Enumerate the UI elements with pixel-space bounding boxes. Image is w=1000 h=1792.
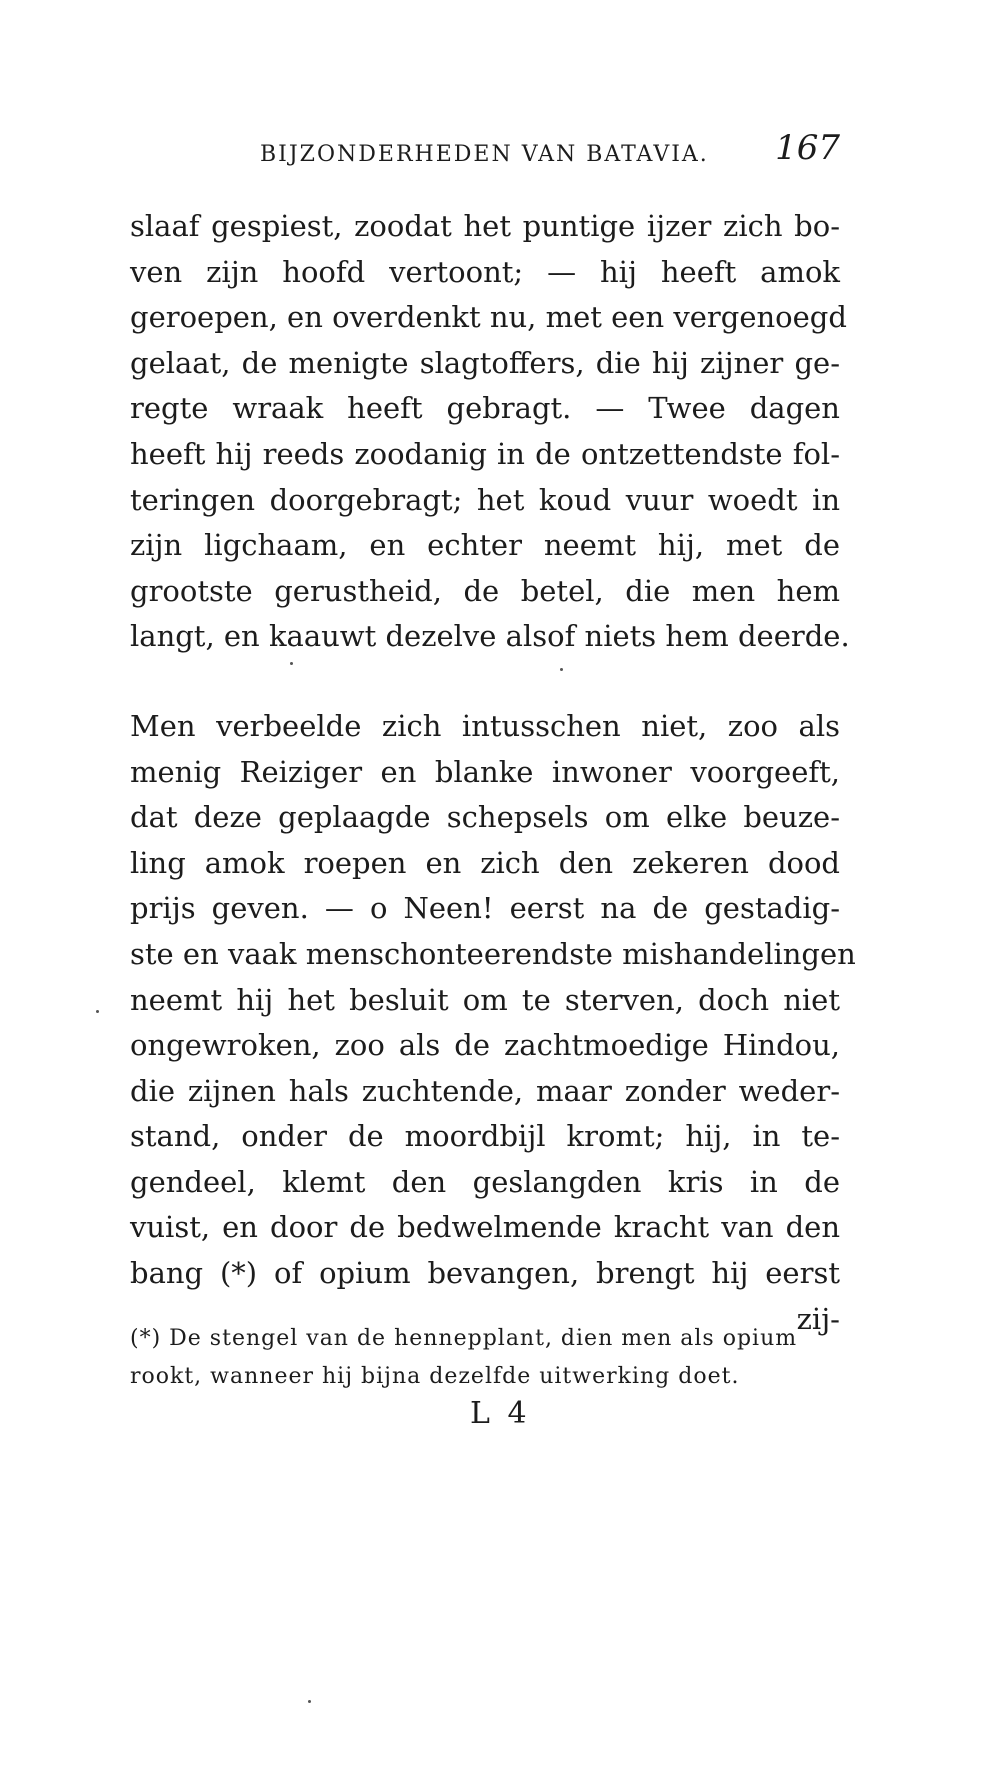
footnote-line: (*) De stengel van de hennepplant, dien men als opium [130,1326,798,1351]
text-line: dat deze geplaagde schepsels om elke beuze- [130,800,840,835]
text-line: bang (*) of opium bevangen, brengt hij eerst [130,1256,840,1291]
text-line: gendeel, klemt den geslangden kris in de [130,1164,840,1199]
running-head [130,120,840,180]
text-line: geroepen, en overdenkt nu, met een vergenoegd [130,300,847,335]
text-line: Men verbeelde zich intusschen niet, zoo als [130,708,840,743]
text-line: slaaf gespiest, zoodat het puntige ijzer zich bo- [130,209,840,243]
text-line: regte wraak heeft gebragt. — Twee dagen [130,391,840,426]
text-line: prijs geven. — o Neen! eerst na de gestadig- [130,891,840,926]
text-line: ste en vaak menschonteerendste mishandelingen [130,936,856,971]
text-line: ven zijn hoofd vertoont; — hij heeft amok [130,254,840,289]
body-text [130,204,856,1342]
footnote [130,1320,840,1396]
print-speck [560,668,563,671]
text-line: teringen doorgebragt; het koud vuur woedt in [130,482,840,517]
paragraph-gap [130,660,840,704]
print-speck [308,1700,311,1703]
text-line: ongewroken, zoo als de zachtmoedige Hindou, [130,1028,840,1063]
signature-mark: L 4 [470,1396,531,1431]
text-line: zijn ligchaam, en echter neemt hij, met de [130,528,840,563]
text-line: vuist, en door de bedwelmende kracht van den [130,1210,840,1245]
page-number: 167 [775,128,840,168]
text-line: heeft hij reeds zoodanig in de ontzettendste fol- [130,436,840,471]
print-speck [96,1010,99,1013]
text-line: stand, onder de moordbijl kromt; hij, in te- [130,1119,840,1154]
running-title: BIJZONDERHEDEN VAN BATAVIA. [260,142,709,167]
text-line: die zijnen hals zuchtende, maar zonder weder- [130,1073,840,1108]
text-line: langt, en kaauwt dezelve alsof niets hem deerde. [130,619,850,654]
catchword: zij- [796,1301,840,1336]
text-line: grootste gerustheid, de betel, die men hem [130,573,840,608]
print-speck [290,662,293,665]
text-line: menig Reiziger en blanke inwoner voorgeeft, [130,754,840,789]
text-line: ling amok roepen en zich den zekeren dood [130,845,840,880]
footnote-line: rookt, wanneer hij bijna dezelfde uitwerking doet. [130,1364,740,1389]
text-line: neemt hij het besluit om te sterven, doch niet [130,982,840,1017]
text-line: gelaat, de menigte slagtoffers, die hij zijner ge- [130,345,840,380]
